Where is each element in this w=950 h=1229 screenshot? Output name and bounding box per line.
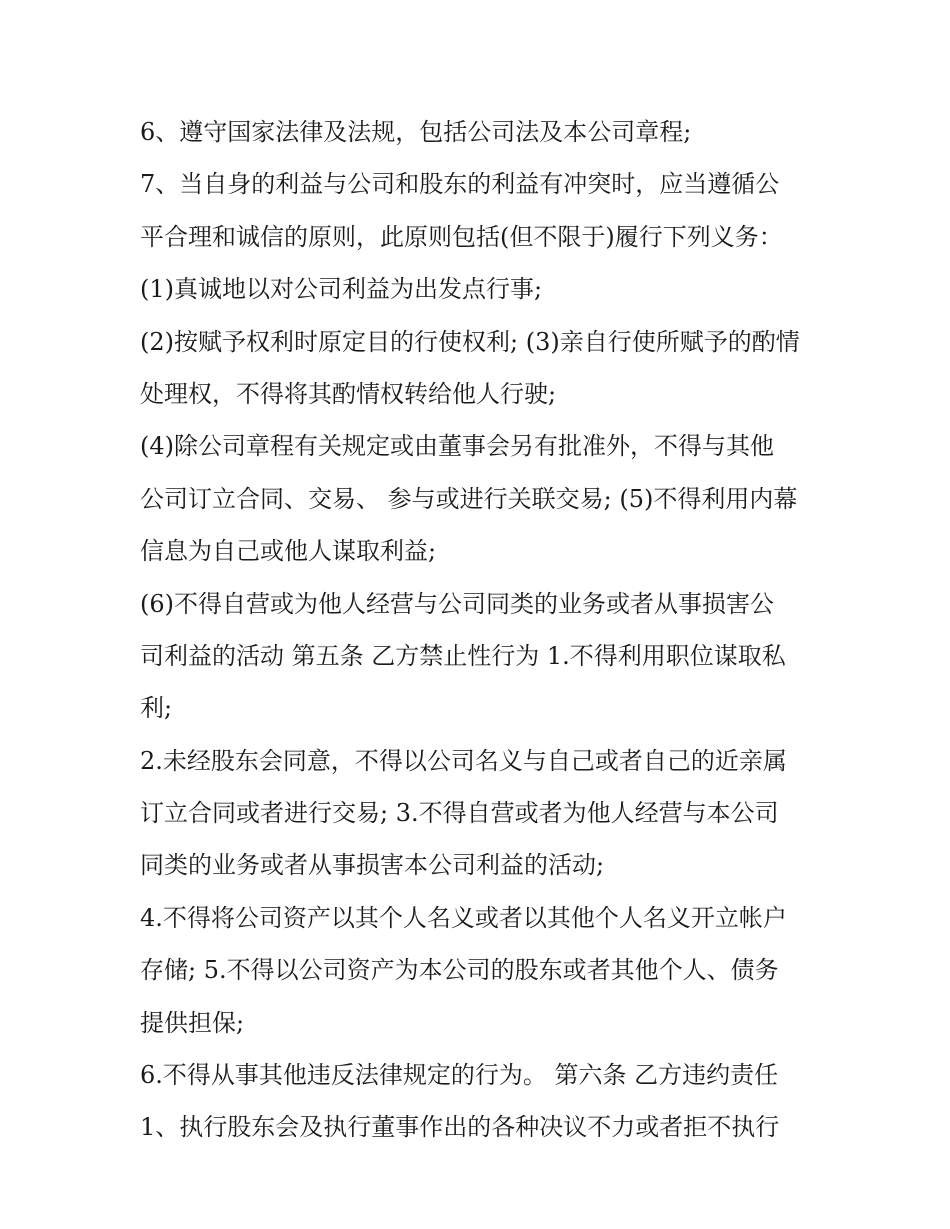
text-line: 提供担保;: [140, 1008, 245, 1037]
text-line: 7、当自身的利益与公司和股东的利益有冲突时，应当遵循公: [140, 170, 780, 199]
text-line: 4.不得将公司资产以其个人名义或者以其他个人名义开立帐户: [140, 903, 787, 932]
text-line: 司利益的活动 第五条 乙方禁止性行为 1.不得利用职位谋取私: [140, 641, 786, 670]
text-line: 信息为自己或他人谋取利益;: [140, 537, 437, 566]
text-line: 处理权，不得将其酌情权转给他人行驶;: [140, 379, 557, 408]
text-line: (2)按赋予权利时原定目的行使权利; (3)亲自行使所赋予的酌情: [140, 327, 800, 356]
text-line: (4)除公司章程有关规定或由董事会另有批准外，不得与其他: [140, 432, 774, 461]
text-line: 存储; 5.不得以公司资产为本公司的股东或者其他个人、债务: [140, 956, 779, 985]
text-line: 6.不得从事其他违反法律规定的行为。 第六条 乙方违约责任: [140, 1061, 779, 1090]
text-line: 订立合同或者进行交易; 3.不得自营或者为他人经营与本公司: [140, 799, 779, 828]
text-line: 6、遵守国家法律及法规，包括公司法及本公司章程;: [140, 118, 692, 146]
text-line: 2.未经股东会同意，不得以公司名义与自己或者自己的近亲属: [140, 746, 787, 775]
text-line: 平合理和诚信的原则，此原则包括(但不限于)履行下列义务：: [140, 222, 783, 251]
text-line: (6)不得自营或为他人经营与公司同类的业务或者从事损害公: [140, 589, 774, 618]
text-line: 利;: [140, 694, 173, 723]
text-line: 同类的业务或者从事损害本公司利益的活动;: [140, 851, 605, 880]
text-line: 公司订立合同、交易、 参与或进行关联交易; (5)不得利用内幕: [140, 484, 798, 513]
document-body: [140, 106, 820, 1154]
text-line: 1、执行股东会及执行董事作出的各种决议不力或者拒不执行: [140, 1113, 780, 1142]
text-line: (1)真诚地以对公司利益为出发点行事;: [140, 275, 543, 304]
